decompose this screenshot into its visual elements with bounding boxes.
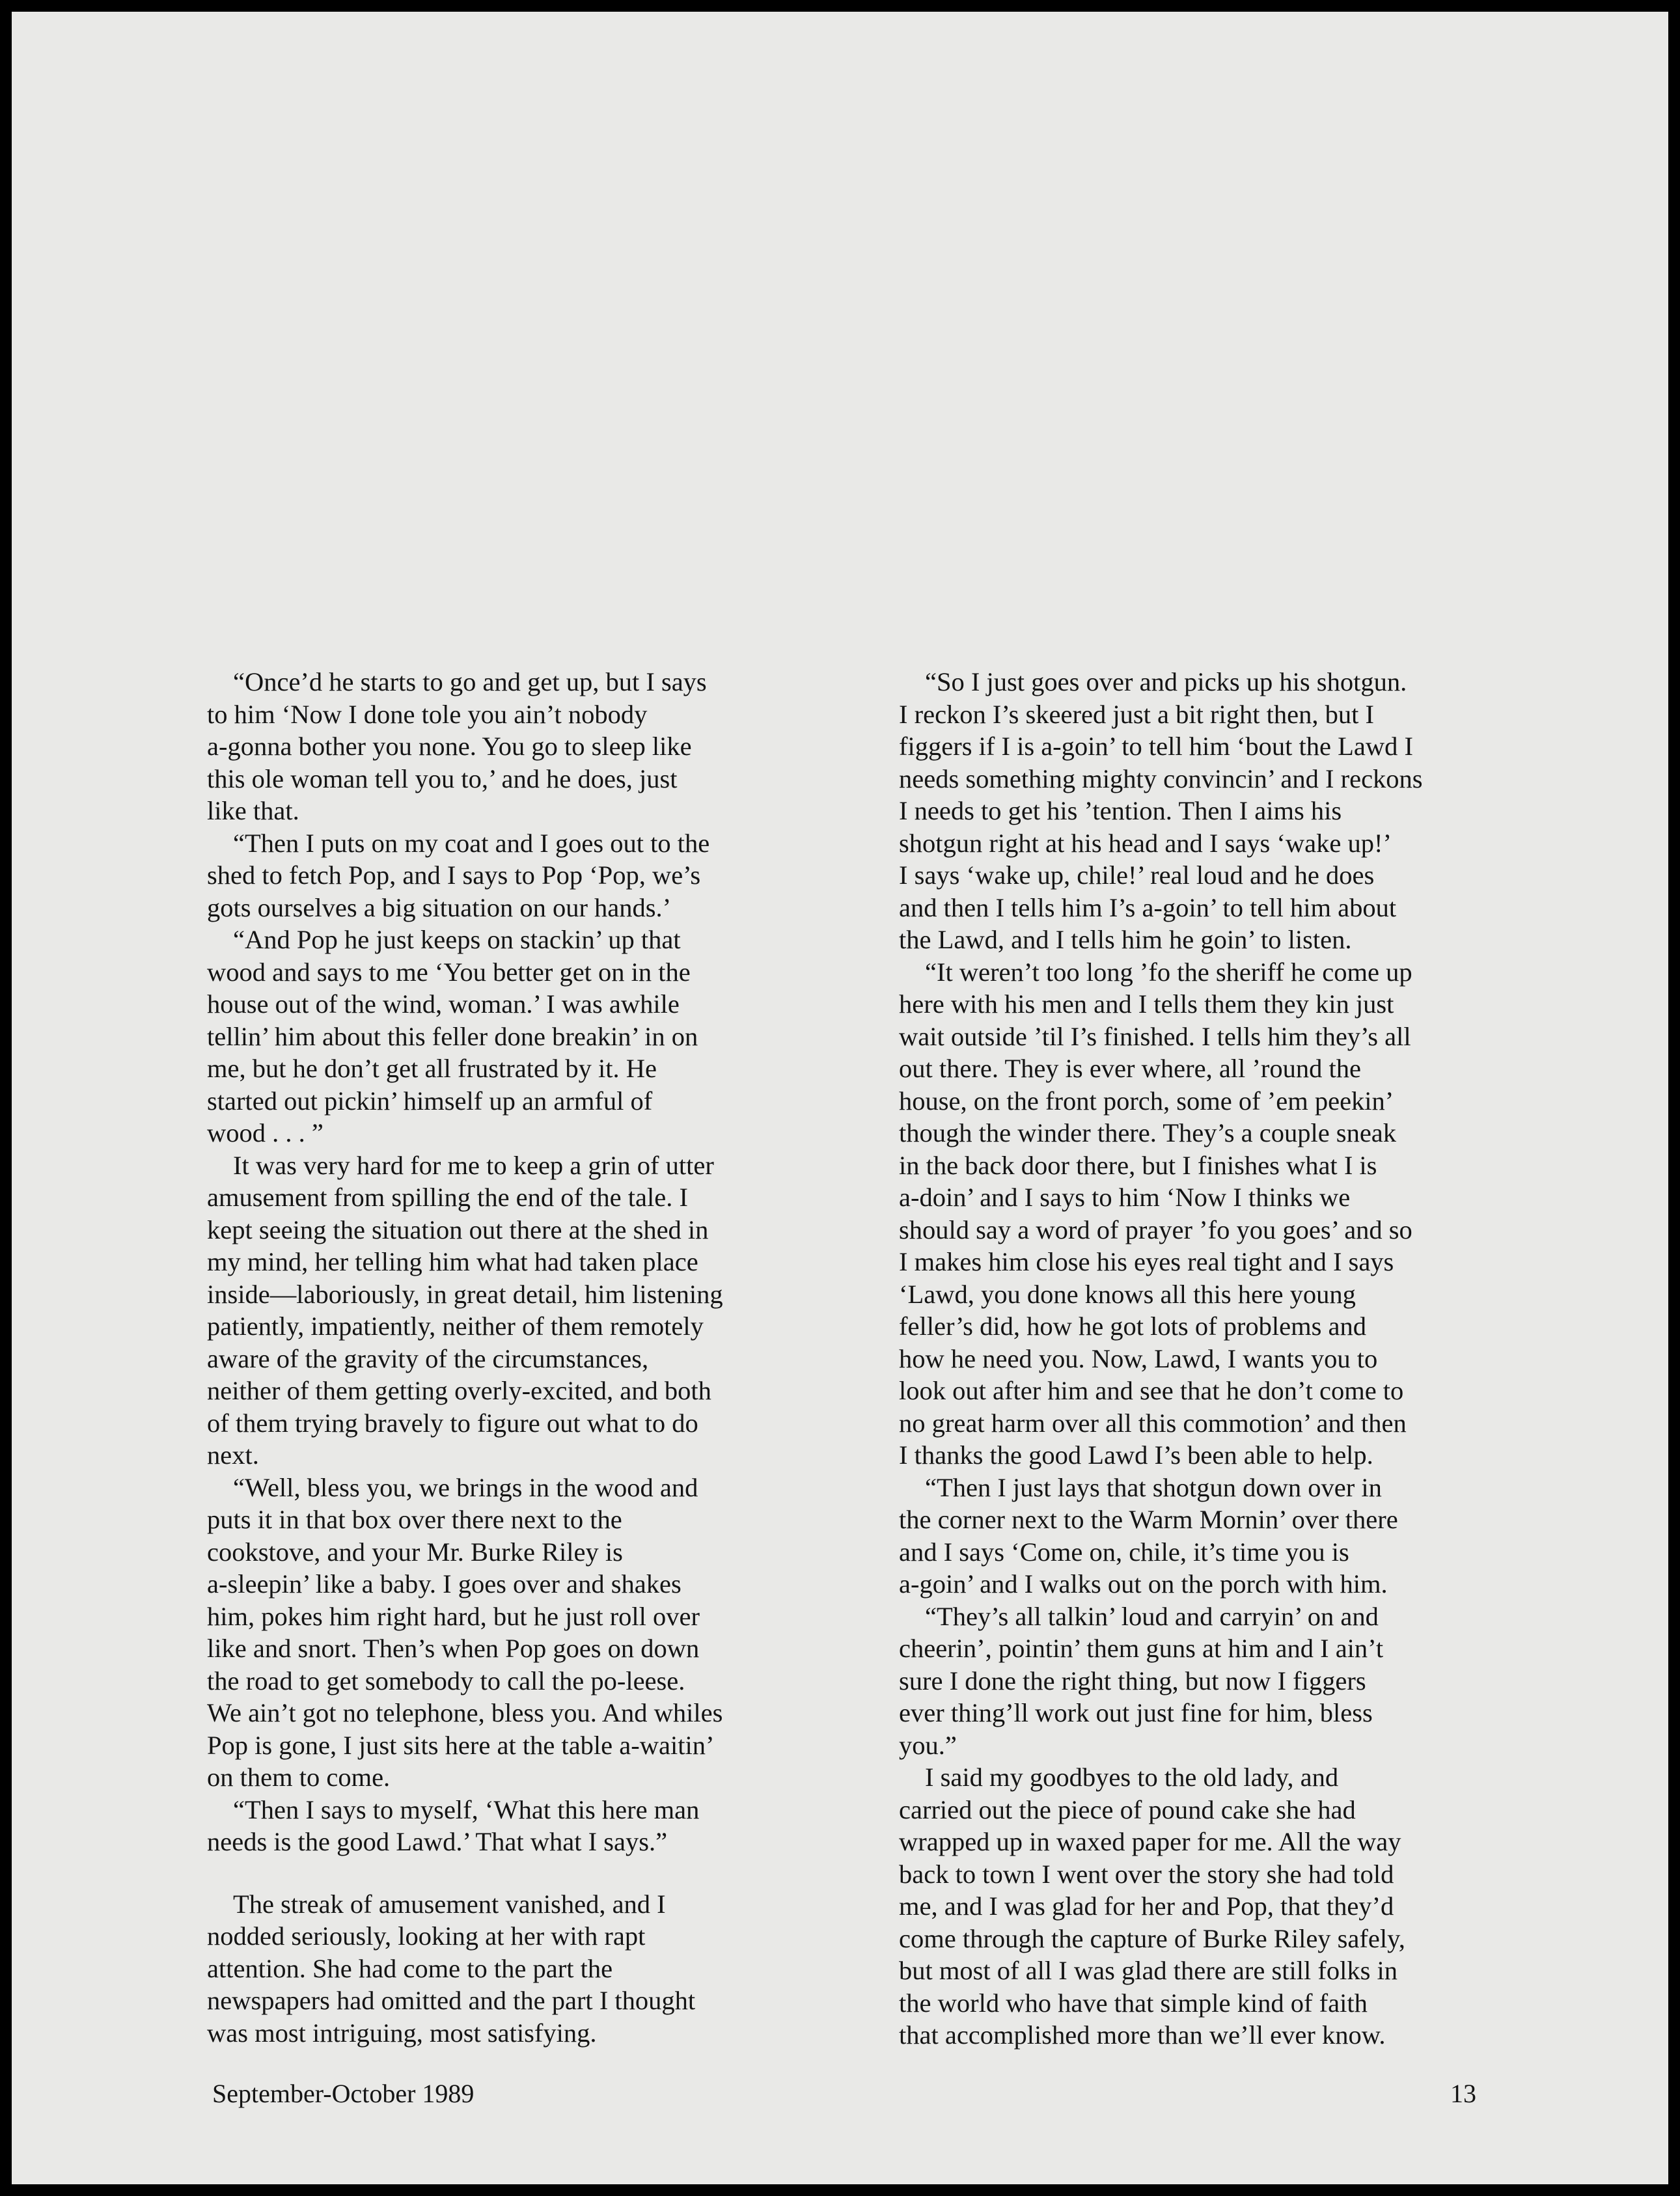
magazine-page (12, 12, 1668, 2184)
issue-date: September-October 1989 (212, 2079, 475, 2108)
paragraph: “It weren’t too long ’fo the sheriff he come up here with his men and I tells them they kin just wait outside ’til I’s finished. I tells him they’s all out there. They is ever where, all ’round the house, on the front porch, some of ’em peekin’ though the winder there. They’s a couple sneak in the back door there, but I finishes what I is a-doin’ and I says to him ‘Now I thinks we should say a word of prayer ’fo you goes’ and so I makes him close his eyes real tight and I says ‘Lawd, you done knows all this here young feller’s did, how he got lots of problems and how he need you. Now, Lawd, I wants you to look out after him and see that he don’t come to no great harm over all this commotion’ and then I thanks the good Lawd I’s been able to help. (899, 957, 1412, 1470)
paragraph: “And Pop he just keeps on stackin’ up that wood and says to me ‘You better get on in the house out of the wind, woman.’ I was awhile tellin’ him about this feller done breakin’ in on me, but he don’t get all frustrated by it. He started out pickin’ himself up an armful of wood . . . ” (207, 925, 698, 1147)
right-text-column (899, 666, 1494, 2052)
paragraph: “Then I says to myself, ‘What this here man needs is the good Lawd.’ That what I says.” (207, 1794, 700, 1856)
page-number: 13 (1450, 2079, 1476, 2108)
paragraph: “So I just goes over and picks up his shotgun. I reckon I’s skeered just a bit right then, but I figgers if I is a-goin’ to tell him ‘bout the Lawd I needs something mighty convincin’ and I reckons I needs to get his ’tention. Then I aims his shotgun right at his head and I says ‘wake up!’ I says ‘wake up, chile!’ real loud and he does and then I tells him I’s a-goin’ to tell him about the Lawd, and I tells him he goin’ to listen. (899, 667, 1423, 954)
paragraph: The streak of amusement vanished, and I nodded seriously, looking at her with rapt attention. She had come to the part the newspapers had omitted and the part I thought was most intriguing, most satisfying. (207, 1889, 696, 2048)
paragraph: “They’s all talkin’ loud and carryin’ on and cheerin’, pointin’ them guns at him and I ain’t sure I done the right thing, but now I figgers ever thing’ll work out just fine for him, bless you.” (899, 1601, 1384, 1760)
paragraph: I said my goodbyes to the old lady, and carried out the piece of pound cake she had wrapped up in waxed paper for me. All the way back to town I went over the story she had told me, and I was glad for her and Pop, that they’d come through the capture of Burke Riley safely, but most of all I was glad there are still folks in the world who have that simple kind of faith that accomplished more than we’ll ever know. (899, 1763, 1405, 2050)
paragraph: “Once’d he starts to go and get up, but I says to him ‘Now I done tole you ain’t nobody a-gonna bother you none. You go to sleep like this ole woman tell you to,’ and he does, just like that. (207, 667, 707, 825)
left-text-column (207, 666, 816, 2049)
paragraph: It was very hard for me to keep a grin of utter amusement from spilling the end of the tale. I kept seeing the situation out there at the shed in my mind, her telling him what had taken place inside—laboriously, in great detail, him listening patiently, impatiently, neither of them remotely aware of the gravity of the circumstances, neither of them getting overly-excited, and both of them trying bravely to figure out what to do next. (207, 1150, 723, 1470)
paragraph: “Then I puts on my coat and I goes out to the shed to fetch Pop, and I says to Pop ‘Pop, we’s gots ourselves a big situation on our hands.’ (207, 828, 710, 922)
paragraph: “Well, bless you, we brings in the wood and puts it in that box over there next to the cookstove, and your Mr. Burke Riley is a-sleepin’ like a baby. I goes over and shakes him, pokes him right hard, but he just roll over like and snort. Then’s when Pop goes on down the road to get somebody to call the po-leese. We ain’t got no telephone, bless you. And whiles Pop is gone, I just sits here at the table a-waitin’ on them to come. (207, 1472, 723, 1792)
paragraph: “Then I just lays that shotgun down over in the corner next to the Warm Mornin’ over there and I says ‘Come on, chile, it’s time you is a-goin’ and I walks out on the porch with him. (899, 1472, 1398, 1599)
